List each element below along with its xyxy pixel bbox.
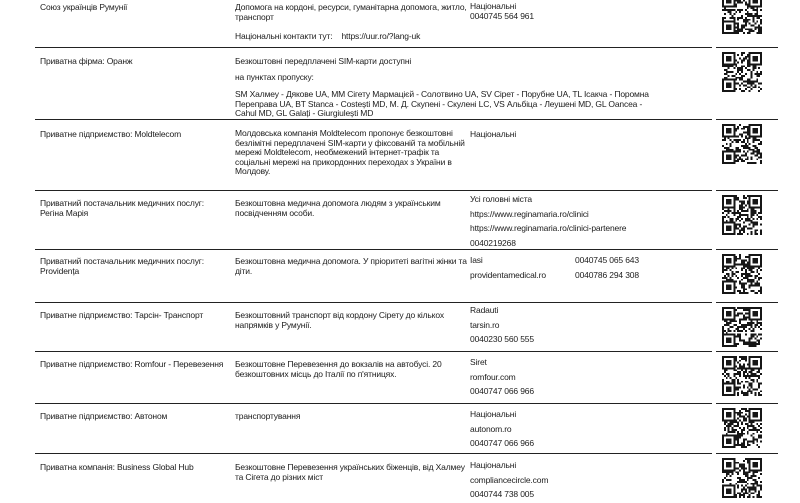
- description-text: Безкоштовні передплачені SIM-карти доступні: [235, 56, 412, 66]
- link[interactable]: autonom.ro: [470, 423, 512, 434]
- table-row: [35, 0, 800, 47]
- row-divider: [716, 47, 778, 48]
- qr-code-icon: [722, 52, 762, 92]
- link[interactable]: tarsin.ro: [470, 319, 500, 330]
- table-row: [35, 351, 800, 403]
- service-description: [235, 462, 475, 482]
- org-name: Приватне підприємство: Автоном: [40, 411, 168, 421]
- row-divider: [716, 119, 778, 120]
- contact-line: Усі головні міста: [470, 194, 532, 204]
- contact-info: [470, 458, 675, 502]
- row-divider: [716, 351, 778, 352]
- border-crossings-list: SM Халмеу - Дякове UA, MM Сігету Мармацієй - Солотвино UA, SV Сірет - Порубне UA, TL Ісакча - Поромна Переправа UA, BT Stanca - Costești MD, М. Д. Скупені - Скулені LC, VS Альбіца - Леушені MD, GL Oancea - Cahul MD, GL Galați - Giurgiulești MD: [235, 89, 649, 118]
- phone-numbers: [575, 253, 690, 283]
- service-description: [235, 256, 475, 276]
- service-description: [235, 2, 475, 41]
- contact-line: Національні: [470, 409, 517, 419]
- table-row: [35, 190, 800, 249]
- table-row: [35, 119, 800, 190]
- description-text: на пунктах пропуску:: [235, 72, 314, 82]
- contact-line: Національні: [470, 460, 517, 470]
- table-row: [35, 302, 800, 351]
- row-divider: [35, 190, 712, 191]
- phone-number: 0040747 066 966: [470, 438, 534, 448]
- row-divider: [35, 249, 712, 250]
- description-text: Безкоштовне Перевезення українських біженців, від Халмеу та Сігета до різних міст: [235, 462, 465, 482]
- contact-note-label: Національні контакти тут:: [235, 31, 333, 41]
- link[interactable]: compliancecircle.com: [470, 474, 549, 485]
- description-text: Безкоштовна медична допомога людям з українським посвідченням особи.: [235, 198, 441, 218]
- phone-number: 0040745 065 643: [575, 255, 639, 265]
- service-description: [235, 56, 649, 119]
- org-name: Приватна компанія: Business Global Hub: [40, 462, 194, 472]
- phone-number: 0040230 560 555: [470, 334, 534, 344]
- contact-info: [470, 355, 675, 399]
- phone-number: 0040745 564 961: [470, 11, 534, 21]
- link[interactable]: https://www.reginamaria.ro/clinici: [470, 208, 589, 219]
- contact-line: Iasi: [470, 255, 483, 265]
- org-name: Приватне підприємство: Moldtelecom: [40, 129, 182, 139]
- row-divider: [716, 190, 778, 191]
- description-text: Безкоштовна медична допомога. У пріоритеті вагітні жінки та діти.: [235, 256, 467, 276]
- contact-line: Національні: [470, 129, 517, 139]
- table-row: [35, 403, 800, 453]
- org-name: Приватний постачальник медичних послуг: Providența: [40, 256, 204, 276]
- contact-line: Siret: [470, 357, 487, 367]
- row-divider: [716, 403, 778, 404]
- service-description: [235, 310, 475, 330]
- phone-number: 0040744 738 005: [470, 489, 534, 499]
- service-description: [235, 411, 475, 421]
- description-text: транспортування: [235, 411, 301, 421]
- qr-code-icon: [722, 195, 762, 235]
- contact-info: [470, 129, 675, 139]
- phone-number: 0040747 066 966: [470, 386, 534, 396]
- org-name: Приватне підприємство: Тарсін- Транспорт: [40, 310, 204, 320]
- row-divider: [716, 249, 778, 250]
- phone-number: 0040219268: [470, 237, 516, 248]
- phone-number: 0040786 294 308: [575, 270, 639, 280]
- service-description: [235, 359, 475, 379]
- contact-info: [470, 192, 675, 250]
- row-divider: [35, 47, 712, 48]
- table-row: [35, 249, 800, 302]
- qr-code-icon: [722, 458, 762, 498]
- org-name: Приватна фірма: Оранж: [40, 56, 133, 66]
- table-row: [35, 47, 800, 119]
- contact-line: Radauti: [470, 305, 499, 315]
- qr-code-icon: [722, 408, 762, 448]
- qr-code-icon: [722, 0, 762, 34]
- contact-line: Національні: [470, 1, 517, 11]
- row-divider: [716, 453, 778, 454]
- qr-code-icon: [722, 307, 762, 347]
- description-text: Молдовська компанія Moldtelecom пропонує безкоштовні безлімітні передплачені SIM-карти у фіксованій та мобільній мережі Moldtelecom, необмежений інтернет-трафік та соціальні мережі на прикордонних переходах з України в Молдову.: [235, 128, 465, 176]
- link[interactable]: providentamedical.ro: [470, 269, 546, 280]
- contact-info: [470, 303, 675, 347]
- row-divider: [35, 351, 712, 352]
- row-divider: [35, 403, 712, 404]
- service-description: [235, 129, 475, 177]
- org-name: Союз українців Румунії: [40, 2, 128, 12]
- org-name: Приватний постачальник медичних послуг: Регіна Марія: [40, 198, 204, 218]
- description-text: Безкоштовне Перевезення до вокзалів на автобусі. 20 безкоштовних місць до Італії по п'ятницях.: [235, 359, 442, 379]
- qr-code-icon: [722, 254, 762, 294]
- qr-code-icon: [722, 356, 762, 396]
- row-divider: [716, 302, 778, 303]
- link[interactable]: romfour.com: [470, 371, 516, 382]
- link[interactable]: https://www.reginamaria.ro/clinici-partenere: [470, 223, 627, 233]
- row-divider: [35, 453, 712, 454]
- table-row: [35, 453, 800, 497]
- description-text: Допомога на кордоні, ресурси, гуманітарна допомога, житло, транспорт: [235, 2, 467, 22]
- description-text: Безкоштовний транспорт від кордону Сірету до кількох напрямків у Румунії.: [235, 310, 444, 330]
- link[interactable]: https://uur.ro/?lang-uk: [341, 31, 421, 41]
- qr-code-icon: [722, 124, 762, 164]
- contact-info: [470, 407, 675, 451]
- org-name: Приватне підприємство: Romfour - Перевезення: [40, 359, 224, 369]
- row-divider: [35, 119, 712, 120]
- service-description: [235, 198, 475, 218]
- contact-note: [235, 31, 475, 41]
- contact-info: [470, 1, 675, 21]
